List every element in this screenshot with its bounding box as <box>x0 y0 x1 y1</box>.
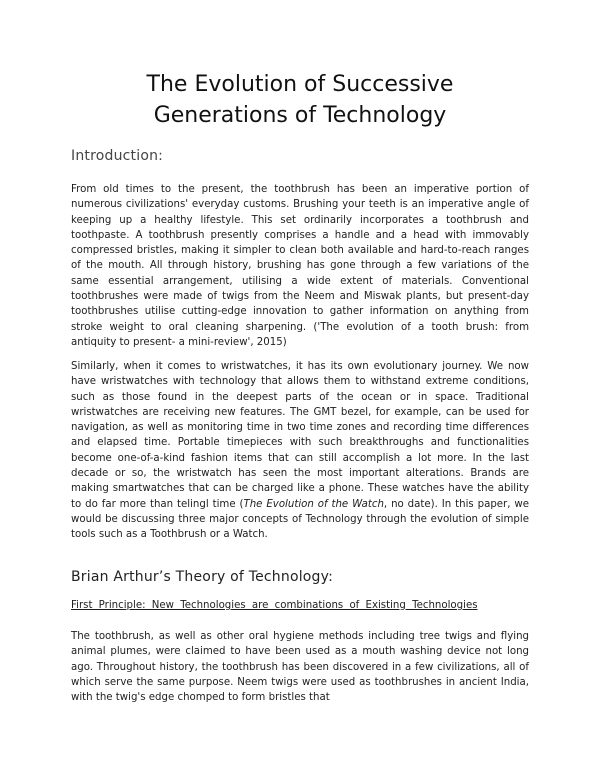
introduction-paragraph-2 <box>71 359 529 543</box>
paragraph-2-citation: The Evolution of the Watch <box>243 498 384 510</box>
paragraph-2-text-b: , no date). In this paper, we would be discussing three major concepts of Technology through the evolution of simple tools such as a Toothbrush or a Watch. <box>71 498 529 541</box>
paragraph-2-text-a: Similarly, when it comes to wristwatches, it has its own evolutionary journey. We now have wristwatches with technology that allows them to withstand extreme conditions, such as those found in the deepest parts of the ocean or in space. Traditional wristwatches are receiving new features. The GMT bezel, for example, can be used for navigation, as well as monitoring time in two time zones and recording time differences and elapsed time. Portable timepieces with such breakthroughs and functionalities become one-of-a-kind fashion items that can still accomplish a lot more. In the last decade or so, the wristwatch has seen the most important alterations. Brands are making smartwatches that can be charged like a phone. These watches have the ability to do far more than telingl time ( <box>71 361 529 510</box>
arthur-paragraph-1: The toothbrush, as well as other oral hygiene methods including tree twigs and flying animal plumes, were claimed to have been used as a mouth washing device not long ago. Throughout history, the toothbrush has been discovered in a few civilizations, all of which serve the same purpose. Neem twigs were used as toothbrushes in ancient India, with the twig's edge chomped to form bristles that <box>71 631 529 704</box>
document-title-line-1: The Evolution of Successive <box>146 72 454 97</box>
arthur-theory-heading: Brian Arthur’s Theory of Technology: <box>71 569 334 585</box>
first-principle-subheading <box>71 600 478 611</box>
document-title-line-2: Generations of Technology <box>153 103 447 128</box>
introduction-heading: Introduction: <box>71 148 164 164</box>
first-principle-text: First Principle: New Technologies are combinations of Existing Technologies <box>71 600 478 611</box>
introduction-paragraph-1: From old times to the present, the toothbrush has been an imperative portion of numerous civilizations' everyday customs. Brushing your teeth is an imperative angle of keeping up a healthy lifestyle. This set ordinarily incorporates a toothbrush and toothpaste. A toothbrush presently comprises a handle and a head with immovably compressed bristles, making it simpler to clean both available and hard-to-reach ranges of the mouth. All through history, brushing has gone through a few variations of the same essential arrangement, utilising a wide extent of materials. Conventional toothbrushes were made of twigs from the Neem and Miswak plants, but present-day toothbrushes utilise cutting-edge innovation to gather information on anything from stroke weight to oral cleaning sharpening. ('The evolution of a tooth brush: from antiquity to present- a mini-review', 2015) <box>71 184 529 348</box>
